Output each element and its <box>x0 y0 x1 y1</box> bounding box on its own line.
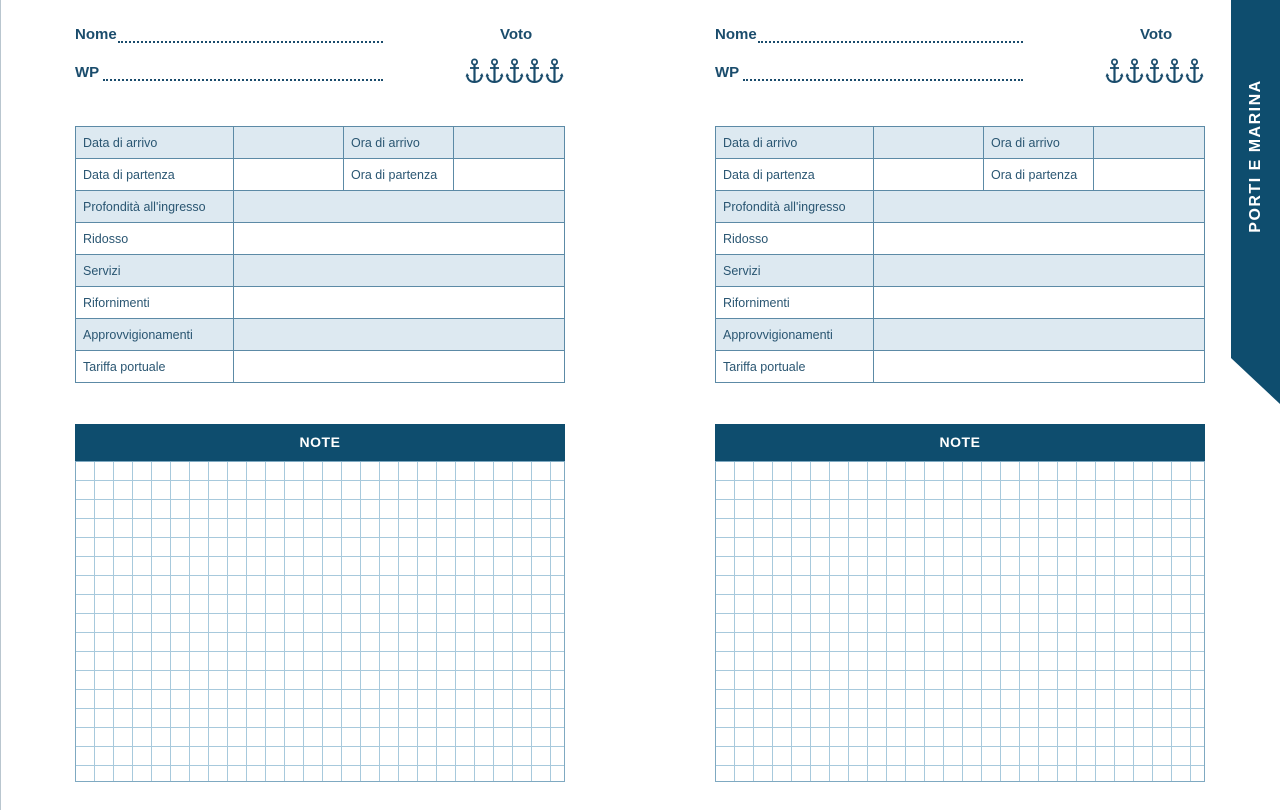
table-row <box>716 223 1205 255</box>
servizi-field[interactable] <box>874 255 1205 287</box>
wp-field[interactable] <box>103 77 383 81</box>
rifornimenti-label: Rifornimenti <box>716 287 874 319</box>
ora-partenza-field[interactable] <box>1094 159 1205 191</box>
approvvigionamenti-label: Approvvigionamenti <box>76 319 234 351</box>
anchor-icon[interactable] <box>1105 58 1124 85</box>
nome-label: Nome <box>75 26 117 43</box>
ridosso-field[interactable] <box>874 223 1205 255</box>
rating-anchors <box>465 58 564 85</box>
note-header: NOTE <box>75 424 565 461</box>
rifornimenti-field[interactable] <box>234 287 565 319</box>
table-row <box>76 223 565 255</box>
anchor-icon[interactable] <box>1165 58 1184 85</box>
anchor-icon[interactable] <box>1125 58 1144 85</box>
left-page <box>75 0 565 810</box>
anchor-icon[interactable] <box>525 58 544 85</box>
servizi-label: Servizi <box>716 255 874 287</box>
ora-arrivo-field[interactable] <box>1094 127 1205 159</box>
tariffa-field[interactable] <box>874 351 1205 383</box>
approvvigionamenti-label: Approvvigionamenti <box>716 319 874 351</box>
ridosso-label: Ridosso <box>716 223 874 255</box>
table-row <box>716 191 1205 223</box>
table-row <box>716 287 1205 319</box>
page-edge <box>0 0 1 810</box>
ridosso-field[interactable] <box>234 223 565 255</box>
table-row <box>716 127 1205 159</box>
nome-field[interactable] <box>118 39 383 43</box>
approvvigionamenti-field[interactable] <box>874 319 1205 351</box>
tariffa-field[interactable] <box>234 351 565 383</box>
right-page <box>715 0 1205 810</box>
table-row <box>76 191 565 223</box>
side-tab-label: PORTI E MARINA <box>1247 79 1264 233</box>
profondita-label: Profondità all'ingresso <box>76 191 234 223</box>
table-row <box>716 319 1205 351</box>
section-side-tab <box>1231 0 1280 404</box>
data-partenza-label: Data di partenza <box>716 159 874 191</box>
nome-label: Nome <box>715 26 757 43</box>
table-row <box>76 255 565 287</box>
table-row <box>76 127 565 159</box>
rating-anchors <box>1105 58 1204 85</box>
voto-label: Voto <box>1140 26 1173 43</box>
anchor-icon[interactable] <box>1145 58 1164 85</box>
note-header: NOTE <box>715 424 1205 461</box>
profondita-label: Profondità all'ingresso <box>716 191 874 223</box>
note-grid[interactable] <box>715 461 1205 782</box>
table-row <box>716 255 1205 287</box>
data-arrivo-field[interactable] <box>874 127 984 159</box>
ora-arrivo-label: Ora di arrivo <box>984 127 1094 159</box>
profondita-field[interactable] <box>234 191 565 223</box>
data-arrivo-label: Data di arrivo <box>76 127 234 159</box>
ora-partenza-field[interactable] <box>454 159 565 191</box>
data-arrivo-field[interactable] <box>234 127 344 159</box>
data-partenza-label: Data di partenza <box>76 159 234 191</box>
servizi-label: Servizi <box>76 255 234 287</box>
approvvigionamenti-field[interactable] <box>234 319 565 351</box>
table-row <box>76 159 565 191</box>
ora-partenza-label: Ora di partenza <box>984 159 1094 191</box>
table-row <box>76 319 565 351</box>
port-info-table <box>715 126 1205 383</box>
ora-partenza-label: Ora di partenza <box>344 159 454 191</box>
rifornimenti-label: Rifornimenti <box>76 287 234 319</box>
ora-arrivo-field[interactable] <box>454 127 565 159</box>
wp-label: WP <box>715 64 740 81</box>
wp-label: WP <box>75 64 100 81</box>
nome-field[interactable] <box>758 39 1023 43</box>
data-arrivo-label: Data di arrivo <box>716 127 874 159</box>
rifornimenti-field[interactable] <box>874 287 1205 319</box>
table-row <box>76 351 565 383</box>
table-row <box>716 351 1205 383</box>
voto-label: Voto <box>500 26 533 43</box>
data-partenza-field[interactable] <box>874 159 984 191</box>
anchor-icon[interactable] <box>505 58 524 85</box>
anchor-icon[interactable] <box>1185 58 1204 85</box>
table-row <box>76 287 565 319</box>
anchor-icon[interactable] <box>485 58 504 85</box>
anchor-icon[interactable] <box>465 58 484 85</box>
data-partenza-field[interactable] <box>234 159 344 191</box>
ridosso-label: Ridosso <box>76 223 234 255</box>
tariffa-label: Tariffa portuale <box>716 351 874 383</box>
wp-field[interactable] <box>743 77 1023 81</box>
anchor-icon[interactable] <box>545 58 564 85</box>
port-info-table <box>75 126 565 383</box>
profondita-field[interactable] <box>874 191 1205 223</box>
tariffa-label: Tariffa portuale <box>76 351 234 383</box>
note-grid[interactable] <box>75 461 565 782</box>
table-row <box>716 159 1205 191</box>
ora-arrivo-label: Ora di arrivo <box>344 127 454 159</box>
servizi-field[interactable] <box>234 255 565 287</box>
